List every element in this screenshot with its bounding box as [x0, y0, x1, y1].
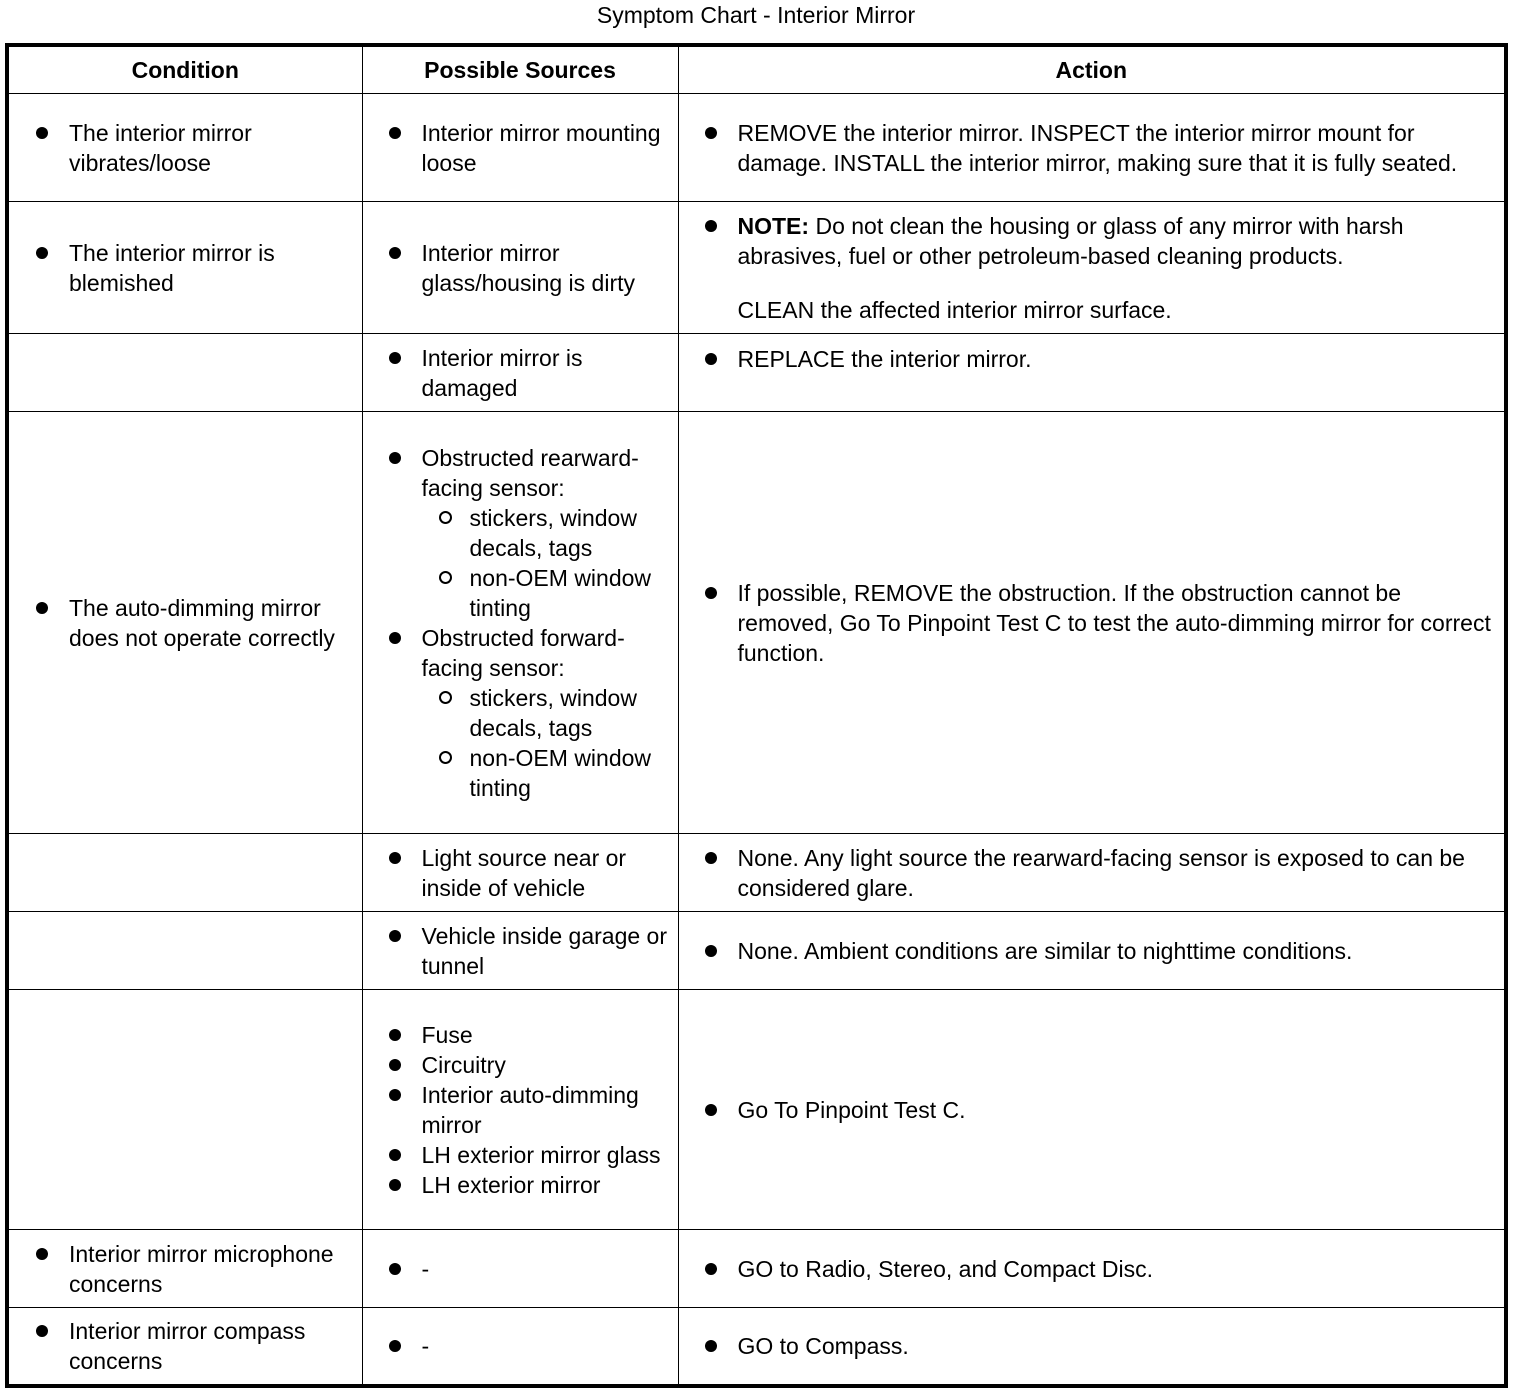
action-item: GO to Compass. — [705, 1331, 1497, 1361]
table-header-row — [7, 45, 1506, 94]
action-item — [705, 211, 1497, 271]
table-row — [7, 202, 1506, 334]
action-item: REPLACE the interior mirror. — [705, 344, 1497, 374]
bullet-icon — [389, 1340, 401, 1352]
header-condition: Condition — [7, 45, 362, 94]
bullet-icon — [389, 247, 401, 259]
source-item: Obstructed rearward-facing sensor: — [389, 443, 670, 503]
bullet-icon — [389, 930, 401, 942]
note-label: NOTE: — [737, 212, 810, 239]
source-item: - — [389, 1331, 670, 1361]
symptom-table — [5, 43, 1508, 1388]
source-item: Interior mirror mounting loose — [389, 118, 670, 178]
bullet-icon — [389, 1263, 401, 1275]
source-item: Obstructed forward-facing sensor: — [389, 623, 670, 683]
action-item: GO to Radio, Stereo, and Compact Disc. — [705, 1254, 1497, 1284]
action-extra: CLEAN the affected interior mirror surface. — [737, 296, 1172, 323]
bullet-icon — [389, 632, 401, 644]
circle-bullet-icon — [439, 571, 452, 584]
bullet-icon — [36, 1248, 48, 1260]
action-item: None. Ambient conditions are similar to nighttime conditions. — [705, 936, 1497, 966]
source-item: Circuitry — [389, 1050, 670, 1080]
source-item: Vehicle inside garage or tunnel — [389, 921, 670, 981]
bullet-icon — [705, 1104, 717, 1116]
bullet-icon — [36, 602, 48, 614]
bullet-icon — [36, 1325, 48, 1337]
condition-item: The interior mirror vibrates/loose — [36, 118, 354, 178]
action-item: If possible, REMOVE the obstruction. If the obstruction cannot be removed, Go To Pinpoint Test C to test the auto-dimming mirror for correct function. — [705, 578, 1497, 668]
bullet-icon — [389, 1059, 401, 1071]
table-row — [7, 1230, 1506, 1308]
sub-item: non-OEM window tinting — [439, 743, 670, 803]
table-row — [7, 334, 1506, 412]
source-item: - — [389, 1254, 670, 1284]
sub-item: stickers, window decals, tags — [439, 683, 670, 743]
bullet-icon — [389, 1149, 401, 1161]
action-item: None. Any light source the rearward-facing sensor is exposed to can be considered glare. — [705, 843, 1497, 903]
bullet-icon — [705, 1263, 717, 1275]
bullet-icon — [36, 247, 48, 259]
table-row — [7, 1308, 1506, 1387]
circle-bullet-icon — [439, 691, 452, 704]
bullet-icon — [389, 127, 401, 139]
table-row — [7, 94, 1506, 202]
table-row — [7, 834, 1506, 912]
bullet-icon — [705, 127, 717, 139]
condition-item: Interior mirror compass concerns — [36, 1316, 354, 1376]
bullet-icon — [389, 452, 401, 464]
bullet-icon — [705, 1340, 717, 1352]
action-item: REMOVE the interior mirror. INSPECT the interior mirror mount for damage. INSTALL the interior mirror, making sure that it is fully seated. — [705, 118, 1497, 178]
note-text: Do not clean the housing or glass of any mirror with harsh abrasives, fuel or other petroleum-based cleaning products. — [737, 212, 1404, 269]
bullet-icon — [389, 352, 401, 364]
source-item: Interior mirror glass/housing is dirty — [389, 238, 670, 298]
header-action: Action — [678, 45, 1506, 94]
bullet-icon — [705, 587, 717, 599]
action-item: Go To Pinpoint Test C. — [705, 1095, 1497, 1125]
source-item: Interior auto-dimming mirror — [389, 1080, 670, 1140]
bullet-icon — [389, 852, 401, 864]
circle-bullet-icon — [439, 511, 452, 524]
condition-item: The interior mirror is blemished — [36, 238, 354, 298]
header-sources: Possible Sources — [362, 45, 678, 94]
bullet-icon — [705, 945, 717, 957]
condition-item: Interior mirror microphone concerns — [36, 1239, 354, 1299]
page-title: Symptom Chart - Interior Mirror — [596, 2, 916, 28]
bullet-icon — [705, 353, 717, 365]
bullet-icon — [389, 1029, 401, 1041]
bullet-icon — [36, 127, 48, 139]
source-item: LH exterior mirror — [389, 1170, 670, 1200]
table-row — [7, 990, 1506, 1230]
source-item: Interior mirror is damaged — [389, 343, 670, 403]
source-item: LH exterior mirror glass — [389, 1140, 670, 1170]
sub-item: non-OEM window tinting — [439, 563, 670, 623]
table-row — [7, 412, 1506, 834]
source-item: Fuse — [389, 1020, 670, 1050]
condition-item: The auto-dimming mirror does not operate correctly — [36, 593, 354, 653]
bullet-icon — [389, 1089, 401, 1101]
sub-item: stickers, window decals, tags — [439, 503, 670, 563]
bullet-icon — [389, 1179, 401, 1191]
bullet-icon — [705, 852, 717, 864]
bullet-icon — [705, 220, 717, 232]
source-item: Light source near or inside of vehicle — [389, 843, 670, 903]
circle-bullet-icon — [439, 751, 452, 764]
table-row — [7, 912, 1506, 990]
